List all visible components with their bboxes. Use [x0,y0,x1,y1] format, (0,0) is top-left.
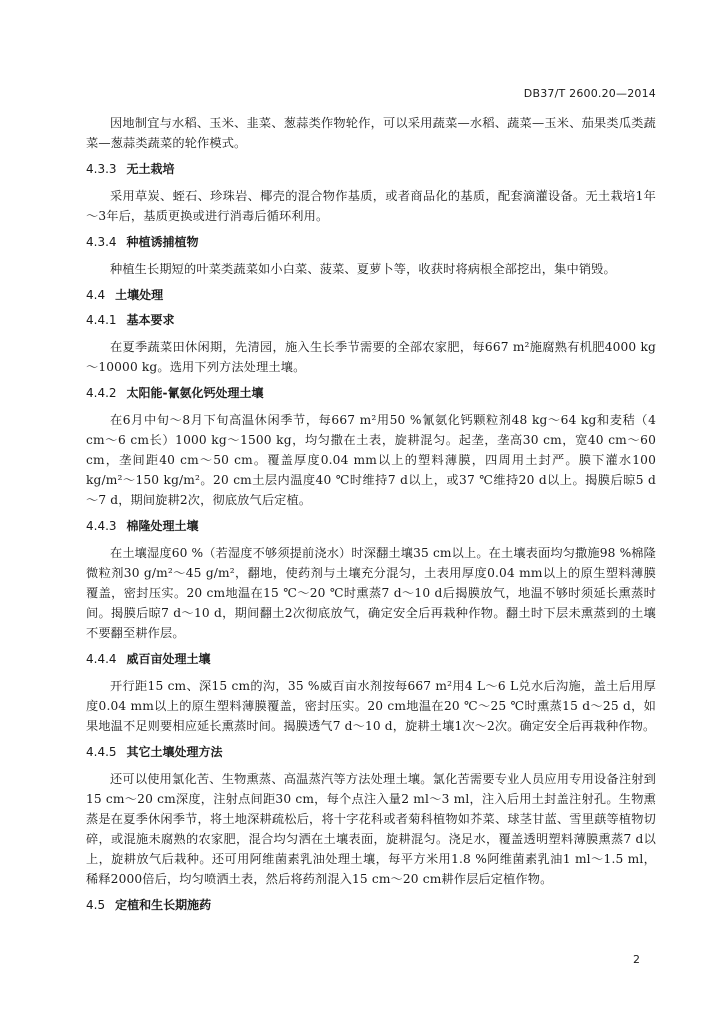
section-title: 无土栽培 [126,162,175,176]
section-number: 4.5 [86,898,106,912]
section-heading [86,651,656,667]
paragraph: 种植生长期短的叶菜类蔬菜如小白菜、菠菜、夏萝卜等，收获时将病根全部挖出，集中销毁。 [110,262,616,276]
section-number: 4.4.5 [86,745,117,759]
section-heading [86,744,656,760]
paragraph: 在夏季蔬菜田休闲期，先清园，施入生长季节需要的全部农家肥，每667 m²施腐熟有机肥4000 kg～10000 kg。选用下列方法处理土壤。 [86,340,656,374]
section-number: 4.3.3 [86,162,117,176]
document-body [86,113,656,922]
section-number: 4.4 [86,288,106,302]
section-heading [86,312,656,328]
section-title: 棉隆处理土壤 [126,519,199,533]
paragraph: 因地制宜与水稻、玉米、韭菜、葱蒜类作物轮作，可以采用蔬菜—水稻、蔬菜—玉米、茄果类瓜类蔬菜—葱蒜类蔬菜的轮作模式。 [86,116,656,150]
paragraph: 在6月中旬～8月下旬高温休闲季节，每667 m²用50 %氰氨化钙颗粒剂48 kg～64 kg和麦秸（4 cm～6 cm长）1000 kg～1500 kg，均匀撒在土表，旋耕混匀。起垄，垄高30 cm，宽40 cm～60 cm，垄间距40 cm～50 cm。覆盖厚度0.04 mm以上的塑料薄膜，四周用土封严。膜下灌水100 kg/m²～150 kg/m²。20 cm土层内温度40 ℃时维持7 d以上，或37 ℃维持20 d以上。揭膜后晾5 d～7 d，期间旋耕2次，彻底放气后定植。 [86,413,656,507]
section-heading [86,385,656,401]
section-number: 4.3.4 [86,235,117,249]
section-title: 定植和生长期施药 [115,898,212,912]
document-code: DB37/T 2600.20—2014 [523,87,656,100]
section-heading [86,287,656,303]
section-title: 种植诱捕植物 [126,235,199,249]
section-number: 4.4.4 [86,652,117,666]
section-number: 4.4.3 [86,519,117,533]
section-heading [86,234,656,250]
section-heading [86,161,656,177]
section-heading [86,897,656,913]
paragraph: 采用草炭、蛭石、珍珠岩、椰壳的混合物作基质，或者商品化的基质，配套滴灌设备。无土栽培1年～3年后，基质更换或进行消毒后循环利用。 [86,189,656,223]
paragraph: 还可以使用氯化苦、生物熏蒸、高温蒸汽等方法处理土壤。氯化苦需要专业人员应用专用设备注射到15 cm～20 cm深度，注射点间距30 cm，每个点注入量2 ml～3 ml，注入后用土封盖注射孔。生物熏蒸是在夏季休闲季节，将土地深耕疏松后，将十字花科或者菊科植物如芥菜、球茎甘蓝、雪里蕻等植物切碎，或混施未腐熟的农家肥，混合均匀洒在土壤表面，旋耕混匀。浇足水，覆盖透明塑料薄膜熏蒸7 d以上，旋耕放气后栽种。还可用阿维菌素乳油处理土壤，每平方米用1.8 %阿维菌素乳油1 ml～1.5 ml，稀释2000倍后，均匀喷洒土表，然后将药剂混入15 cm～20 cm耕作层后定植作物。 [86,772,656,886]
page-number: 2 [633,953,640,966]
section-title: 太阳能-氰氨化钙处理土壤 [126,386,264,400]
section-title: 其它土壤处理方法 [126,745,223,759]
section-heading [86,518,656,534]
paragraph: 在土壤湿度60 %（若湿度不够须提前浇水）时深翻土壤35 cm以上。在土壤表面均匀撒施98 %棉隆微粒剂30 g/m²～45 g/m²，翻地，使药剂与土壤充分混匀，土表用厚度0.04 mm以上的原生塑料薄膜覆盖，密封压实。20 cm地温在15 ℃～20 ℃时熏蒸7 d～10 d后揭膜放气，地温不够时须延长熏蒸时间。揭膜后晾7 d～10 d，期间翻土2次彻底放气，确定安全后再栽种作物。翻土时下层未熏蒸到的土壤不要翻至耕作层。 [86,546,656,640]
section-title: 基本要求 [126,313,175,327]
section-number: 4.4.1 [86,313,117,327]
section-number: 4.4.2 [86,386,117,400]
section-title: 威百亩处理土壤 [126,652,211,666]
paragraph: 开行距15 cm、深15 cm的沟，35 %威百亩水剂按每667 m²用4 L～6 L兑水后沟施，盖土后用厚度0.04 mm以上的原生塑料薄膜覆盖，密封压实。20 cm地温在20 ℃～25 ℃时熏蒸15 d～25 d，如果地温不足则要相应延长熏蒸时间。揭膜透气7 d～10 d，旋耕土壤1次～2次。确定安全后再栽种作物。 [86,679,656,733]
section-title: 土壤处理 [115,288,164,302]
